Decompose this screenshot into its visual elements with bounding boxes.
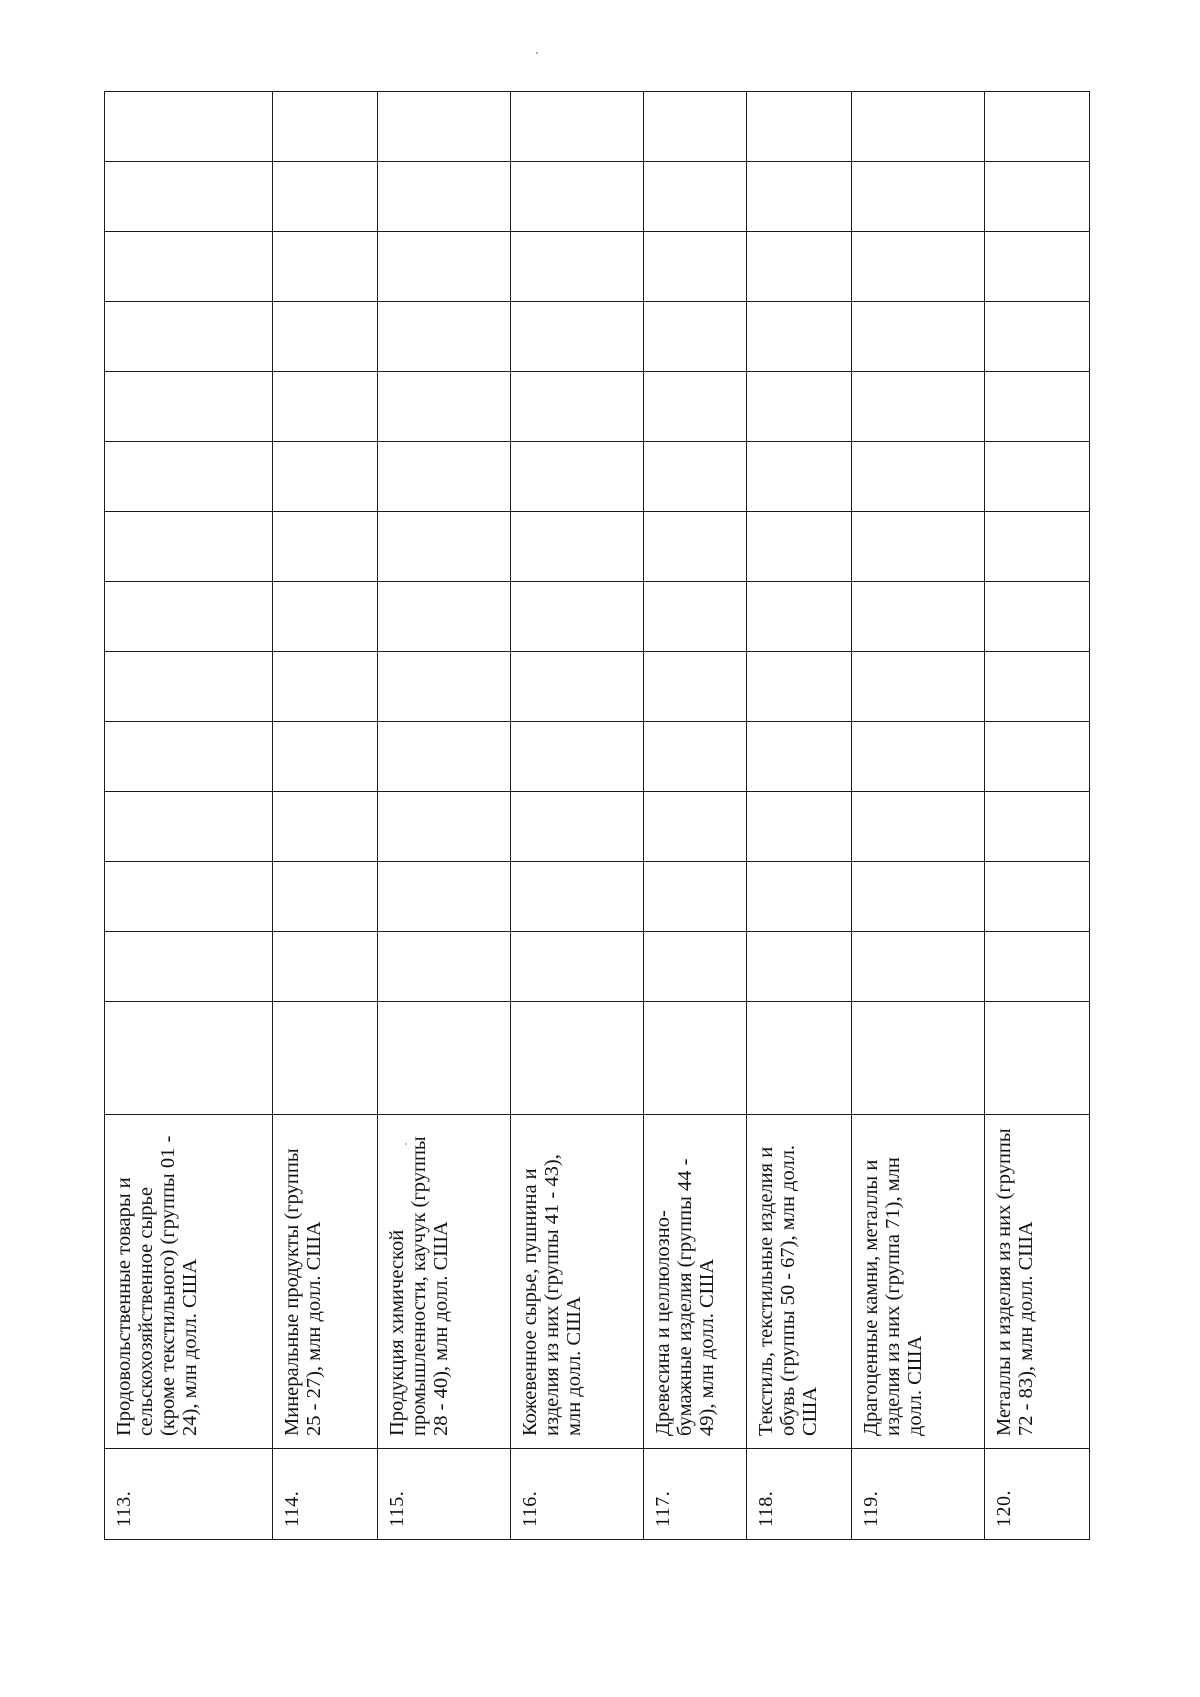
empty-cell — [377, 372, 511, 442]
empty-cell — [851, 862, 985, 932]
row-label: Металлы и изделия из них (группы 72 - 83), млн долл. США — [985, 1115, 1090, 1449]
empty-cell — [643, 1002, 746, 1115]
empty-cell — [985, 792, 1090, 862]
empty-cell — [511, 442, 644, 512]
empty-cell — [511, 862, 644, 932]
empty-cell — [511, 932, 644, 1002]
empty-cell — [851, 442, 985, 512]
empty-cell — [851, 92, 985, 162]
table-row — [377, 92, 511, 1540]
empty-cell — [851, 1002, 985, 1115]
empty-cell — [851, 162, 985, 232]
row-number: 114. — [273, 1449, 378, 1540]
empty-cell — [747, 302, 852, 372]
empty-cell — [985, 722, 1090, 792]
empty-cell — [273, 792, 378, 862]
empty-cell — [747, 722, 852, 792]
empty-cell — [511, 232, 644, 302]
empty-cell — [377, 582, 511, 652]
empty-cell — [273, 162, 378, 232]
empty-cell — [511, 372, 644, 442]
empty-cell — [985, 512, 1090, 582]
empty-cell — [273, 652, 378, 722]
empty-cell — [643, 862, 746, 932]
empty-cell — [273, 512, 378, 582]
empty-cell — [105, 162, 273, 232]
empty-cell — [985, 582, 1090, 652]
empty-cell — [643, 442, 746, 512]
row-number: 117. — [643, 1449, 746, 1540]
empty-cell — [377, 1002, 511, 1115]
data-table — [104, 91, 1090, 1540]
empty-cell — [511, 92, 644, 162]
empty-cell — [273, 1002, 378, 1115]
empty-cell — [511, 582, 644, 652]
empty-cell — [643, 652, 746, 722]
empty-cell — [985, 302, 1090, 372]
table-body — [105, 92, 1090, 1540]
empty-cell — [105, 722, 273, 792]
empty-cell — [105, 232, 273, 302]
empty-cell — [511, 722, 644, 792]
empty-cell — [377, 442, 511, 512]
table-row — [273, 92, 378, 1540]
empty-cell — [511, 792, 644, 862]
empty-cell — [985, 1002, 1090, 1115]
empty-cell — [747, 932, 852, 1002]
empty-cell — [273, 722, 378, 792]
table-row — [643, 92, 746, 1540]
empty-cell — [377, 512, 511, 582]
row-number: 118. — [747, 1449, 852, 1540]
empty-cell — [643, 162, 746, 232]
row-label: Минеральные продукты (группы 25 - 27), млн долл. США — [273, 1115, 378, 1449]
empty-cell — [851, 372, 985, 442]
empty-cell — [985, 442, 1090, 512]
empty-cell — [985, 932, 1090, 1002]
empty-cell — [851, 932, 985, 1002]
empty-cell — [985, 162, 1090, 232]
empty-cell — [273, 932, 378, 1002]
row-number: 115. — [377, 1449, 511, 1540]
empty-cell — [105, 92, 273, 162]
empty-cell — [851, 232, 985, 302]
empty-cell — [377, 862, 511, 932]
empty-cell — [643, 792, 746, 862]
row-number: 120. — [985, 1449, 1090, 1540]
empty-cell — [105, 862, 273, 932]
empty-cell — [985, 372, 1090, 442]
empty-cell — [747, 652, 852, 722]
row-label: Текстиль, текстильные изделия и обувь (группы 50 - 67), млн долл. США — [747, 1115, 852, 1449]
row-number: 119. — [851, 1449, 985, 1540]
empty-cell — [851, 792, 985, 862]
empty-cell — [105, 302, 273, 372]
row-label: Древесина и целлюлозно-бумажные изделия (группы 44 - 49), млн долл. США — [643, 1115, 746, 1449]
empty-cell — [747, 162, 852, 232]
empty-cell — [643, 932, 746, 1002]
scan-speck — [536, 52, 538, 54]
row-number: 113. — [105, 1449, 273, 1540]
table-row — [747, 92, 852, 1540]
empty-cell — [377, 792, 511, 862]
rotated-table-wrapper — [104, 96, 1090, 1540]
empty-cell — [273, 582, 378, 652]
table-row — [985, 92, 1090, 1540]
empty-cell — [105, 512, 273, 582]
empty-cell — [747, 232, 852, 302]
empty-cell — [851, 582, 985, 652]
empty-cell — [511, 652, 644, 722]
table-row — [851, 92, 985, 1540]
empty-cell — [377, 722, 511, 792]
empty-cell — [851, 512, 985, 582]
empty-cell — [985, 92, 1090, 162]
empty-cell — [643, 302, 746, 372]
empty-cell — [105, 932, 273, 1002]
empty-cell — [273, 372, 378, 442]
empty-cell — [377, 232, 511, 302]
empty-cell — [377, 652, 511, 722]
empty-cell — [747, 582, 852, 652]
table-row — [511, 92, 644, 1540]
empty-cell — [643, 582, 746, 652]
empty-cell — [273, 862, 378, 932]
empty-cell — [643, 722, 746, 792]
empty-cell — [643, 372, 746, 442]
empty-cell — [105, 1002, 273, 1115]
empty-cell — [985, 652, 1090, 722]
empty-cell — [105, 372, 273, 442]
empty-cell — [273, 92, 378, 162]
empty-cell — [105, 582, 273, 652]
empty-cell — [747, 862, 852, 932]
empty-cell — [643, 92, 746, 162]
table-row — [105, 92, 273, 1540]
empty-cell — [643, 232, 746, 302]
row-label: Продукция химической промышленности, каучук (группы 28 - 40), млн долл. США — [377, 1115, 511, 1449]
empty-cell — [377, 932, 511, 1002]
empty-cell — [851, 722, 985, 792]
empty-cell — [377, 162, 511, 232]
empty-cell — [747, 442, 852, 512]
empty-cell — [747, 512, 852, 582]
row-number: 116. — [511, 1449, 644, 1540]
empty-cell — [511, 162, 644, 232]
empty-cell — [643, 512, 746, 582]
empty-cell — [273, 302, 378, 372]
empty-cell — [105, 442, 273, 512]
empty-cell — [985, 232, 1090, 302]
empty-cell — [377, 302, 511, 372]
row-label: Продовольственные товары и сельскохозяйственное сырье (кроме текстильного) (группы 01 - 24), млн долл. США — [105, 1115, 273, 1449]
empty-cell — [377, 92, 511, 162]
empty-cell — [747, 372, 852, 442]
empty-cell — [105, 652, 273, 722]
empty-cell — [511, 1002, 644, 1115]
empty-cell — [511, 512, 644, 582]
empty-cell — [105, 792, 273, 862]
empty-cell — [273, 232, 378, 302]
empty-cell — [511, 302, 644, 372]
row-label: Драгоценные камни, металлы и изделия из них (группа 71), млн долл. США — [851, 1115, 985, 1449]
empty-cell — [747, 92, 852, 162]
empty-cell — [851, 302, 985, 372]
empty-cell — [851, 652, 985, 722]
row-label: Кожевенное сырье, пушнина и изделия из них (группы 41 - 43), млн долл. США — [511, 1115, 644, 1449]
empty-cell — [985, 862, 1090, 932]
empty-cell — [747, 1002, 852, 1115]
empty-cell — [747, 792, 852, 862]
empty-cell — [273, 442, 378, 512]
